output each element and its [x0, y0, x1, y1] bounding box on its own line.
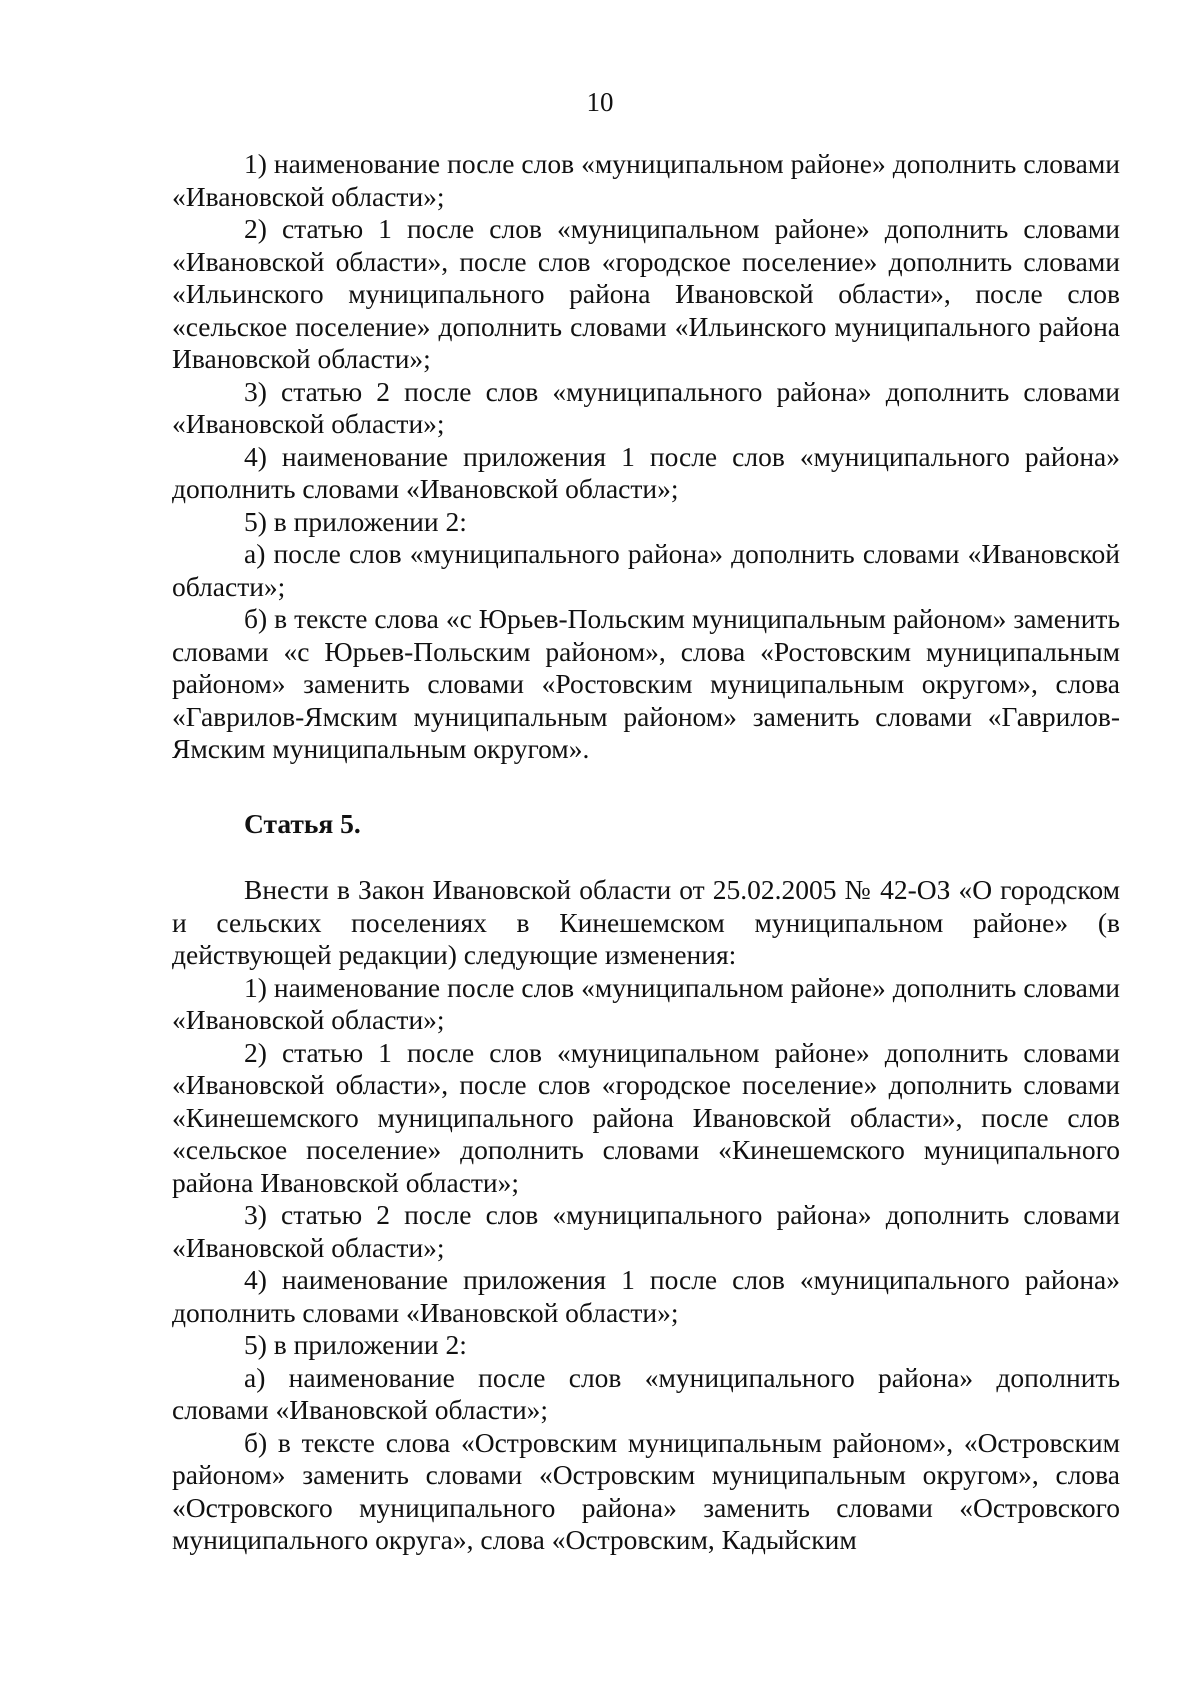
amendment-item: 5) в приложении 2: — [244, 505, 467, 537]
amendment-item: 5) в приложении 2: — [244, 1329, 467, 1360]
amendment-subitem: б) в тексте слова «с Юрьев-Польским муниципальным районом» заменить словами «с Юрьев-Польским районом», слова «Ростовским муниципальным районом» заменить словами «Ростовским муниципальным округом», слова «Гаврилов-Ямским муниципальным районом» заменить словами «Гаврилов-Ямским муниципальным округом». — [172, 603, 1120, 764]
amendments-list-previous-law — [172, 148, 1120, 766]
amendment-item: 4) наименование приложения 1 после слов «муниципального района» дополнить словами «Ивановской области»; — [172, 1264, 1120, 1328]
amendment-subitem: а) после слов «муниципального района» дополнить словами «Ивановской области»; — [172, 538, 1120, 602]
article-heading: Статья 5. — [244, 807, 361, 839]
amendment-item: 1) наименование после слов «муниципальном районе» дополнить словами «Ивановской области»; — [172, 148, 1120, 212]
amendment-item: 1) наименование после слов «муниципальном районе» дополнить словами «Ивановской области»; — [172, 971, 1120, 1035]
amendment-item: 2) статью 1 после слов «муниципальном районе» дополнить словами «Ивановской области», после слов «городское поселение» дополнить словами «Кинешемского муниципального района Ивановской области», после слов «сельское поселение» дополнить словами «Кинешемского муниципального района Ивановской области»; — [172, 1036, 1120, 1198]
amendment-item: 3) статью 2 после слов «муниципального района» дополнить словами «Ивановской области»; — [172, 375, 1120, 439]
amendment-item: 2) статью 1 после слов «муниципальном районе» дополнить словами «Ивановской области», после слов «городское поселение» дополнить словами «Ильинского муниципального района Ивановской области», после слов «сельское поселение» дополнить словами «Ильинского муниципального района Ивановской области»; — [172, 213, 1120, 374]
article-5-body — [172, 874, 1120, 1557]
amendment-item: 4) наименование приложения 1 после слов «муниципального района» дополнить словами «Ивановской области»; — [172, 440, 1120, 504]
amendment-item: 3) статью 2 после слов «муниципального района» дополнить словами «Ивановской области»; — [172, 1199, 1120, 1263]
amendment-subitem: б) в тексте слова «Островским муниципальным районом», «Островским районом» заменить словами «Островским муниципальным округом», слова «Островского муниципального района» заменить словами «Островского муниципального округа», слова «Островским, Кадыйским — [172, 1426, 1120, 1555]
document-body — [172, 148, 1120, 1557]
amendment-subitem: а) наименование после слов «муниципального района» дополнить словами «Ивановской области»; — [172, 1361, 1120, 1425]
page-number: 10 — [586, 87, 614, 117]
article-intro: Внести в Закон Ивановской области от 25.02.2005 № 42-ОЗ «О городском и сельских поселениях в Кинешемском муниципальном районе» (в действующей редакции) следующие изменения: — [172, 874, 1120, 970]
